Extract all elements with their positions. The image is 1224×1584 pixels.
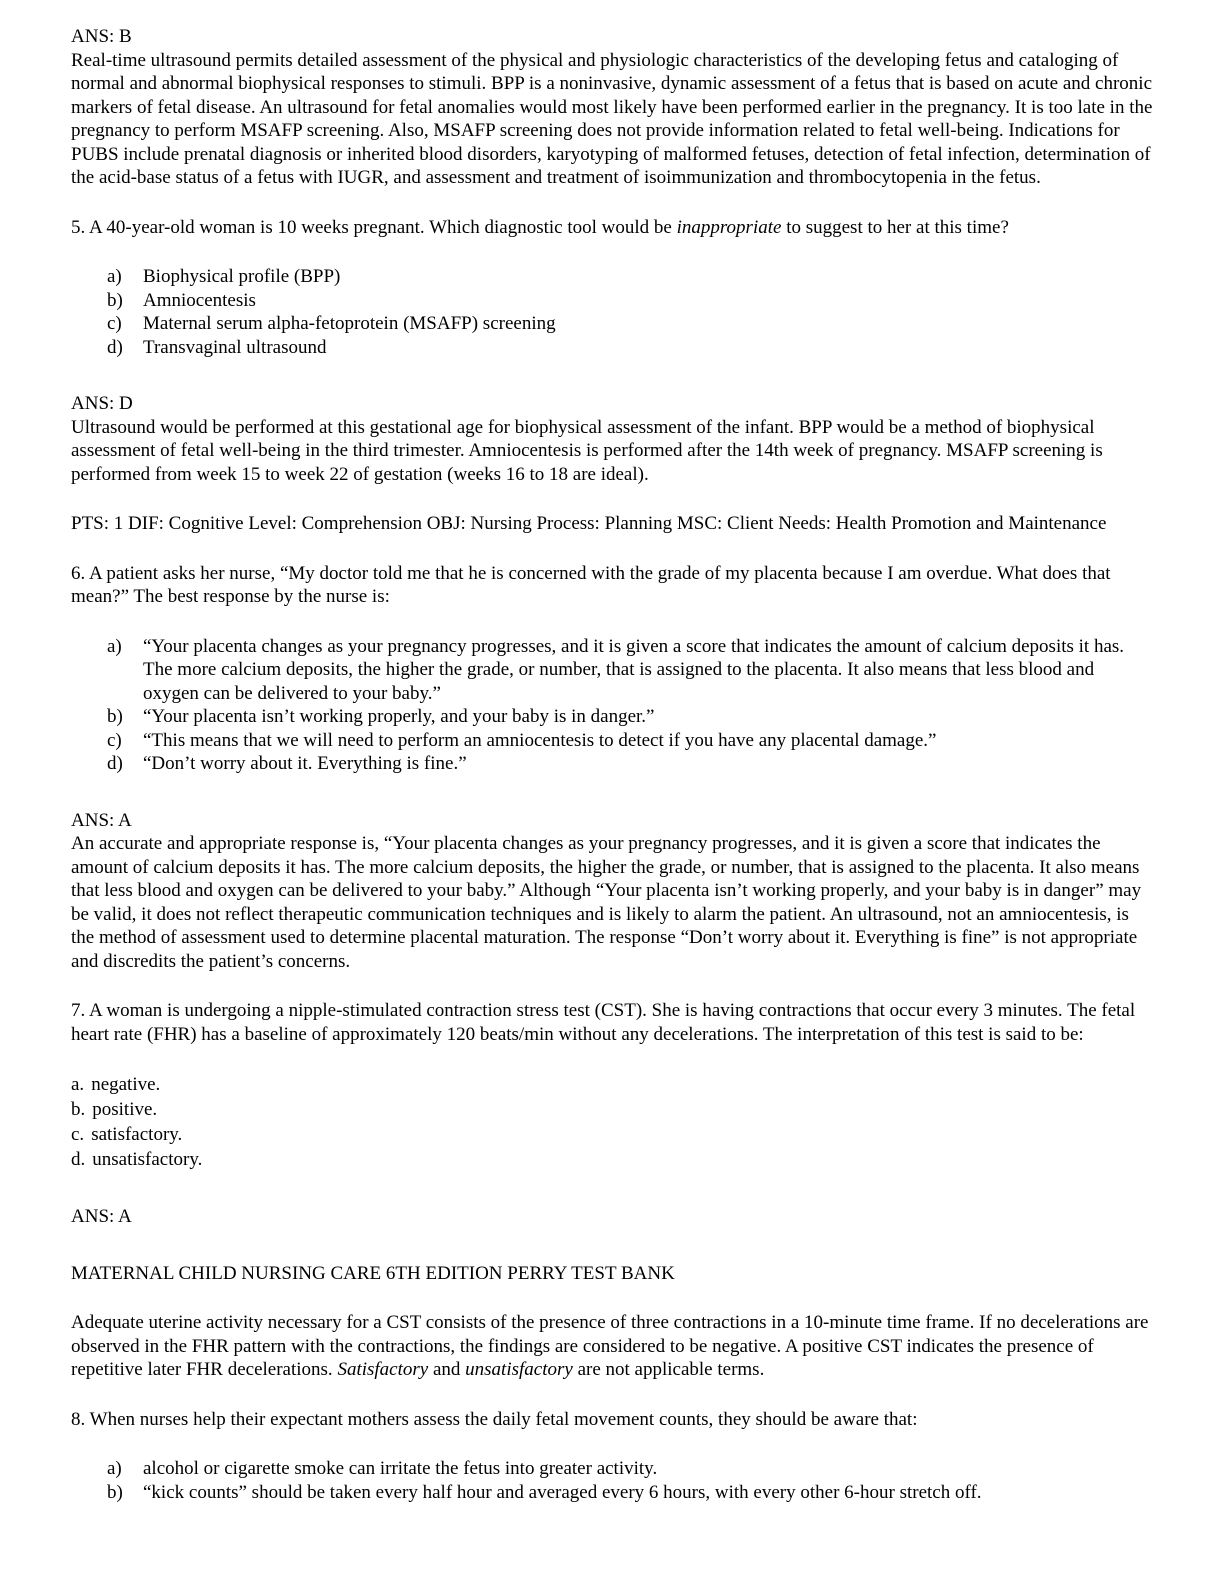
option-text: positive. bbox=[92, 1099, 158, 1120]
option-label: a) bbox=[107, 635, 122, 657]
option-text: “This means that we will need to perform an amniocentesis to detect if you have any placental damage.” bbox=[143, 729, 937, 751]
option-row bbox=[71, 635, 1154, 706]
option-text: alcohol or cigarette smoke can irritate the fetus into greater activity. bbox=[143, 1458, 658, 1479]
option-label: c) bbox=[107, 313, 122, 334]
option-row bbox=[71, 752, 1154, 776]
option-text: unsatisfactory. bbox=[92, 1149, 203, 1170]
option-row bbox=[71, 1481, 1154, 1505]
option-text: “Your placenta isn’t working properly, and your baby is in danger.” bbox=[143, 706, 655, 727]
question-6-options bbox=[71, 635, 1154, 776]
option-label: b) bbox=[107, 1481, 123, 1503]
option-text: Amniocentesis bbox=[143, 289, 256, 311]
question-8-stem: 8. When nurses help their expectant mothers assess the daily fetal movement counts, they should be aware that: bbox=[71, 1408, 918, 1430]
option-label: a. bbox=[71, 1074, 85, 1095]
option-text: “Your placenta changes as your pregnancy progresses, and it is given a score that indicates the amount of calcium deposits it has. The more calcium deposits, the higher the grade, or number, that is assigned to the placenta. It also means that less blood and oxygen can be delivered to your baby.” bbox=[143, 635, 1125, 704]
option-row bbox=[71, 705, 1154, 729]
question-6-stem: 6. A patient asks her nurse, “My doctor told me that he is concerned with the grade of my placenta because I am overdue. What does that mean?” The best response by the nurse is: bbox=[71, 562, 1111, 607]
prev-rationale-text: Real-time ultrasound permits detailed assessment of the physical and physiologic characteristics of the developing fetus and cataloging of normal and abnormal biophysical responses to stimuli. BPP is a noninvasive, dynamic assessment of a fetus that is based on acute and chronic markers of fetal disease. An ultrasound for fetal anomalies would most likely have been performed earlier in the pregnancy. It is too late in the pregnancy to perform MSAFP screening. Also, MSAFP screening does not provide information related to fetal well-being. Indications for PUBS include prenatal diagnosis or inherited blood disorders, karyotyping of malformed fetuses, detection of fetal infection, determination of the acid-base status of a fetus with IUGR, and assessment and treatment of isoimmunization and thrombocytopenia in the fetus. bbox=[71, 49, 1153, 188]
option-label: b. bbox=[71, 1099, 86, 1120]
option-row bbox=[71, 1072, 1154, 1097]
option-row bbox=[71, 336, 1154, 360]
q5-stem-italic: inappropriate bbox=[676, 216, 782, 238]
q7-rationale-mid: and bbox=[428, 1359, 466, 1380]
q5-stem-post: to suggest to her at this time? bbox=[781, 216, 1009, 238]
question-5-meta-line: PTS: 1 DIF: Cognitive Level: Comprehension OBJ: Nursing Process: Planning MSC: Client Needs: Health Promotion and Maintenance bbox=[71, 513, 1107, 534]
question-7-options bbox=[71, 1072, 1154, 1172]
q7-rationale-italic-1: Satisfactory bbox=[337, 1359, 429, 1380]
option-row bbox=[71, 729, 1154, 753]
option-label: d) bbox=[107, 753, 123, 774]
question-6-answer-label: ANS: A bbox=[71, 809, 132, 831]
question-6-rationale: An accurate and appropriate response is, “Your placenta changes as your pregnancy progresses, and it is given a score that indicates the amount of calcium deposits it has. The more calcium deposits, the higher the grade, or number, that is assigned to the placenta. It also means that less blood and oxygen can be delivered to your baby.” Although “Your placenta isn’t working properly, and your baby is in danger” may be valid, it does not reflect therapeutic communication techniques and is likely to alarm the patient. An ultrasound, not an amniocentesis, is the method of assessment used to determine placental maturation. The response “Don’t worry about it. Everything is fine” is not appropriate and discredits the patient’s concerns. bbox=[71, 833, 1142, 972]
question-8-options bbox=[71, 1457, 1154, 1504]
option-text: “Don’t worry about it. Everything is fine.” bbox=[143, 753, 467, 774]
option-label: a) bbox=[107, 266, 122, 287]
option-label: b) bbox=[107, 706, 123, 727]
option-label: d. bbox=[71, 1149, 86, 1170]
option-row bbox=[71, 265, 1154, 289]
question-7-answer-label: ANS: A bbox=[71, 1206, 132, 1227]
option-text: Biophysical profile (BPP) bbox=[143, 266, 341, 287]
option-label: a) bbox=[107, 1458, 122, 1479]
question-5-answer-label: ANS: D bbox=[71, 393, 133, 414]
option-label: c) bbox=[107, 729, 122, 751]
option-row bbox=[71, 1457, 1154, 1481]
prev-answer-label: ANS: B bbox=[71, 26, 132, 47]
question-5-stem bbox=[71, 216, 1154, 240]
option-label: c. bbox=[71, 1124, 85, 1145]
q7-rationale-post: are not applicable terms. bbox=[572, 1359, 765, 1380]
option-text: Transvaginal ultrasound bbox=[143, 336, 327, 358]
option-row bbox=[71, 312, 1154, 336]
q7-rationale-italic-2: unsatisfactory bbox=[465, 1359, 573, 1380]
option-row bbox=[71, 1147, 1154, 1172]
question-5-options bbox=[71, 265, 1154, 359]
question-5-rationale: Ultrasound would be performed at this gestational age for biophysical assessment of the infant. BPP would be a method of biophysical assessment of fetal well-being in the third trimester. Amniocentesis is performed after the 14th week of pregnancy. MSAFP screening is performed from week 15 to week 22 of gestation (weeks 16 to 18 are ideal). bbox=[71, 416, 1103, 485]
question-7-rationale bbox=[71, 1311, 1154, 1382]
option-label: d) bbox=[107, 336, 123, 358]
q7-rationale-pre: Adequate uterine activity necessary for a CST consists of the presence of three contractions in a 10-minute time frame. If no decelerations are observed in the FHR pattern with the contractions, the findings are considered to be negative. A positive CST indicates the presence of repetitive later FHR decelerations. bbox=[71, 1312, 1149, 1380]
option-text: satisfactory. bbox=[91, 1124, 183, 1145]
option-text: negative. bbox=[91, 1074, 161, 1095]
testbank-heading: MATERNAL CHILD NURSING CARE 6TH EDITION PERRY TEST BANK bbox=[71, 1262, 675, 1284]
option-text: “kick counts” should be taken every half hour and averaged every 6 hours, with every other 6-hour stretch off. bbox=[143, 1481, 982, 1503]
option-label: b) bbox=[107, 289, 123, 311]
option-row bbox=[71, 1122, 1154, 1147]
q5-stem-pre: 5. A 40-year-old woman is 10 weeks pregnant. Which diagnostic tool would be bbox=[71, 216, 677, 238]
option-text: Maternal serum alpha-fetoprotein (MSAFP) screening bbox=[143, 313, 556, 334]
question-7-stem: 7. A woman is undergoing a nipple-stimulated contraction stress test (CST). She is having contractions that occur every 3 minutes. The fetal heart rate (FHR) has a baseline of approximately 120 beats/min without any decelerations. The interpretation of this test is said to be: bbox=[71, 1000, 1136, 1045]
option-row bbox=[71, 1097, 1154, 1122]
option-row bbox=[71, 289, 1154, 313]
